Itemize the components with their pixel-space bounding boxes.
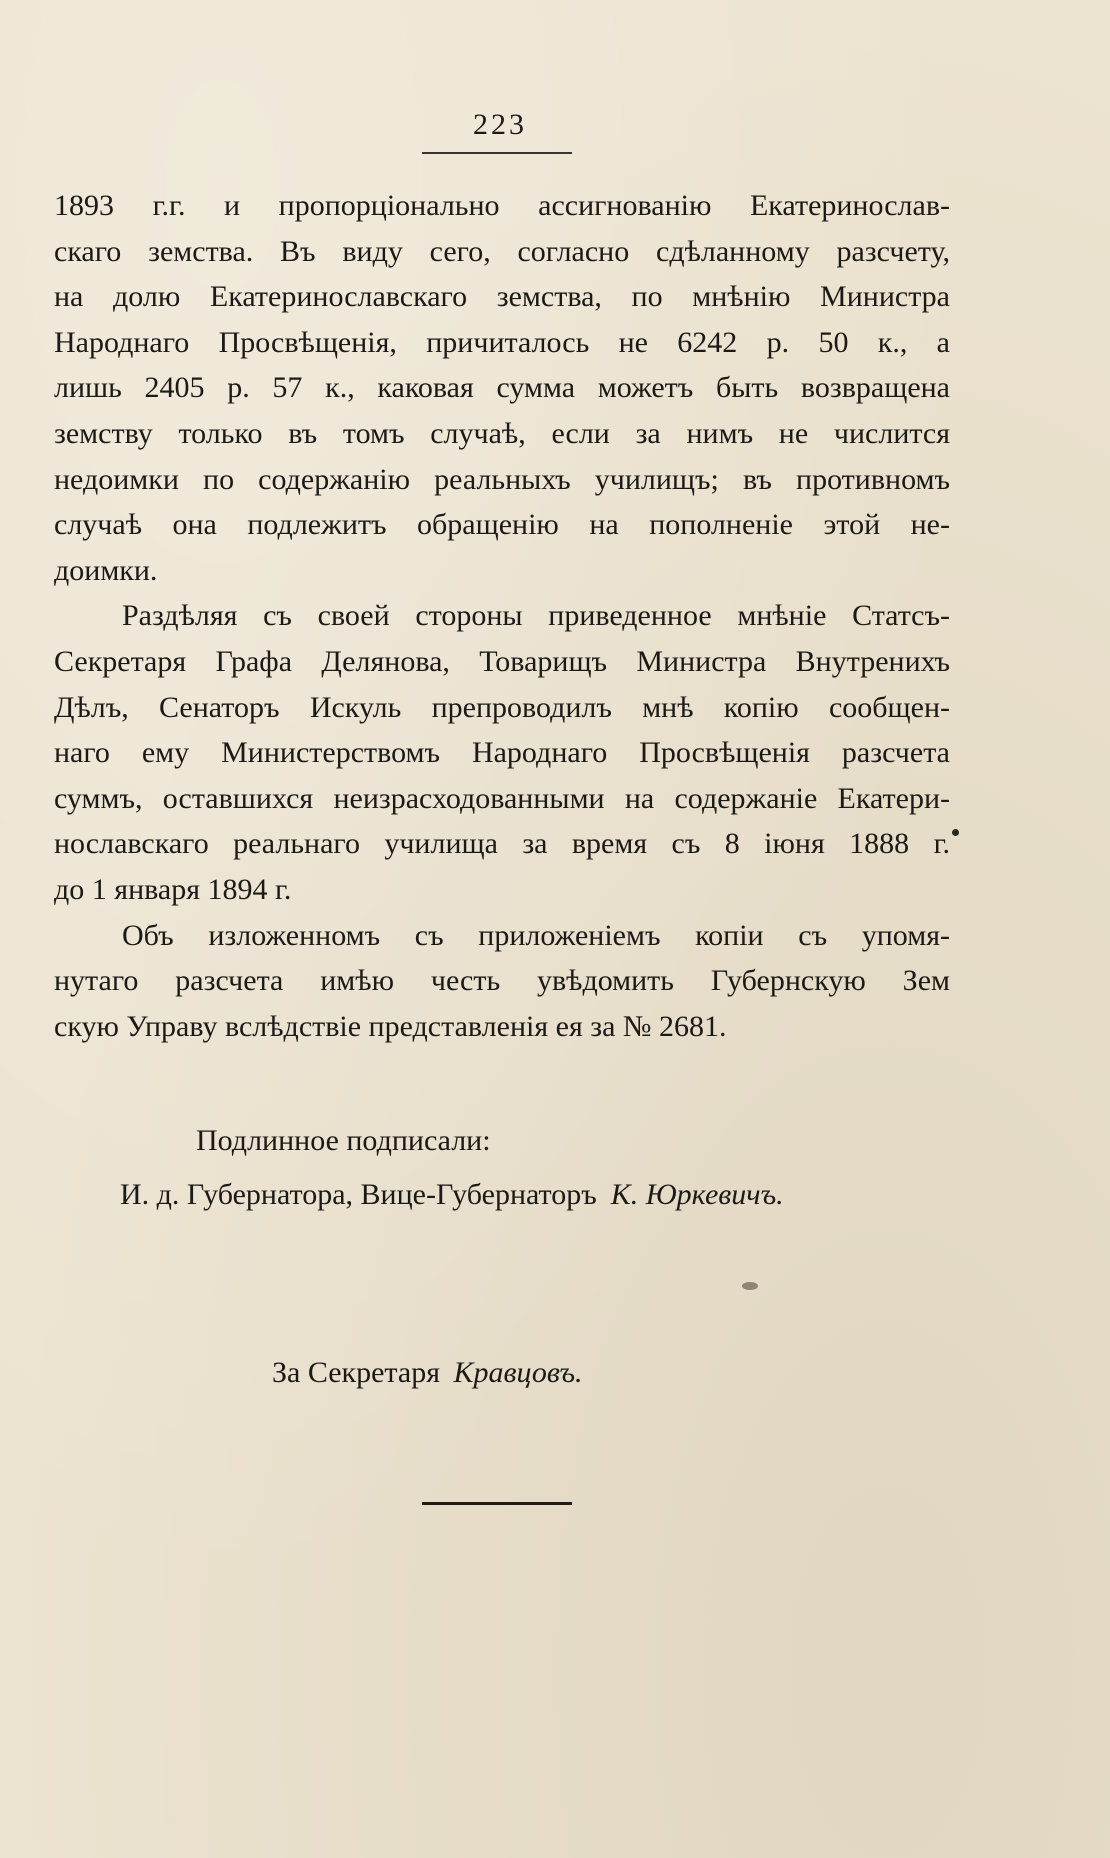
text-line: до 1 января 1894 г. [54, 872, 292, 906]
body-text [54, 183, 950, 1049]
secretary-signature [272, 1356, 583, 1390]
text-line: скаго земства. Въ виду сего, согласно сдѣланному разсчету, [54, 234, 950, 268]
text-line: нутаго разсчета имѣю честь увѣдомить Губернскую Зем [54, 964, 950, 998]
signature-heading: Подлинное подписали: [196, 1124, 491, 1157]
text-line: Раздѣляя съ своей стороны приведенное мнѣніе Статсъ- [122, 599, 950, 633]
text-line: скую Управу вслѣдствіе представленія ея за № 2681. [54, 1009, 727, 1043]
governor-title: И. д. Губернатора, Вице-Губернаторъ [120, 1178, 597, 1211]
text-line: Объ изложенномъ съ приложеніемъ копіи съ упомя- [122, 918, 950, 952]
ink-speck [742, 1282, 758, 1290]
text-line: доимки. [54, 553, 158, 587]
ink-speck [952, 829, 959, 836]
text-line: недоимки по содержанію реальныхъ училищъ; въ противномъ [54, 462, 950, 496]
text-line: Секретаря Графа Делянова, Товарищъ Министра Внутренихъ [54, 644, 950, 678]
text-line: на долю Екатеринославскаго земства, по мнѣнію Министра [54, 280, 950, 314]
footer-rule [422, 1502, 572, 1505]
text-line: Народнаго Просвѣщенія, причиталось не 6242 р. 50 к., а [54, 325, 950, 359]
secretary-name: Кравцовъ. [453, 1356, 583, 1389]
text-line: 1893 г.г. и пропорціонально ассигнованію Екатеринослав- [54, 189, 950, 222]
text-line: лишь 2405 р. 57 к., каковая сумма можетъ быть возвращена [54, 371, 950, 405]
governor-name: К. Юркевичъ. [610, 1178, 784, 1211]
header-rule [422, 152, 572, 154]
text-line: земству только въ томъ случаѣ, если за нимъ не числится [54, 416, 950, 450]
governor-signature [120, 1178, 784, 1212]
text-line: наго ему Министерствомъ Народнаго Просвѣщенія разсчета [54, 736, 950, 770]
text-line: Дѣлъ, Сенаторъ Искуль препроводилъ мнѣ копію сообщен- [54, 690, 950, 724]
text-line: нославскаго реальнаго училища за время съ 8 іюня 1888 г. [54, 827, 950, 861]
secretary-title: За Секретаря [272, 1356, 441, 1389]
page-number: 223 [473, 108, 527, 141]
text-line: случаѣ она подлежитъ обращенію на пополненіе этой не- [54, 508, 950, 542]
text-line: суммъ, оставшихся неизрасходованными на содержаніе Екатери- [54, 781, 950, 815]
